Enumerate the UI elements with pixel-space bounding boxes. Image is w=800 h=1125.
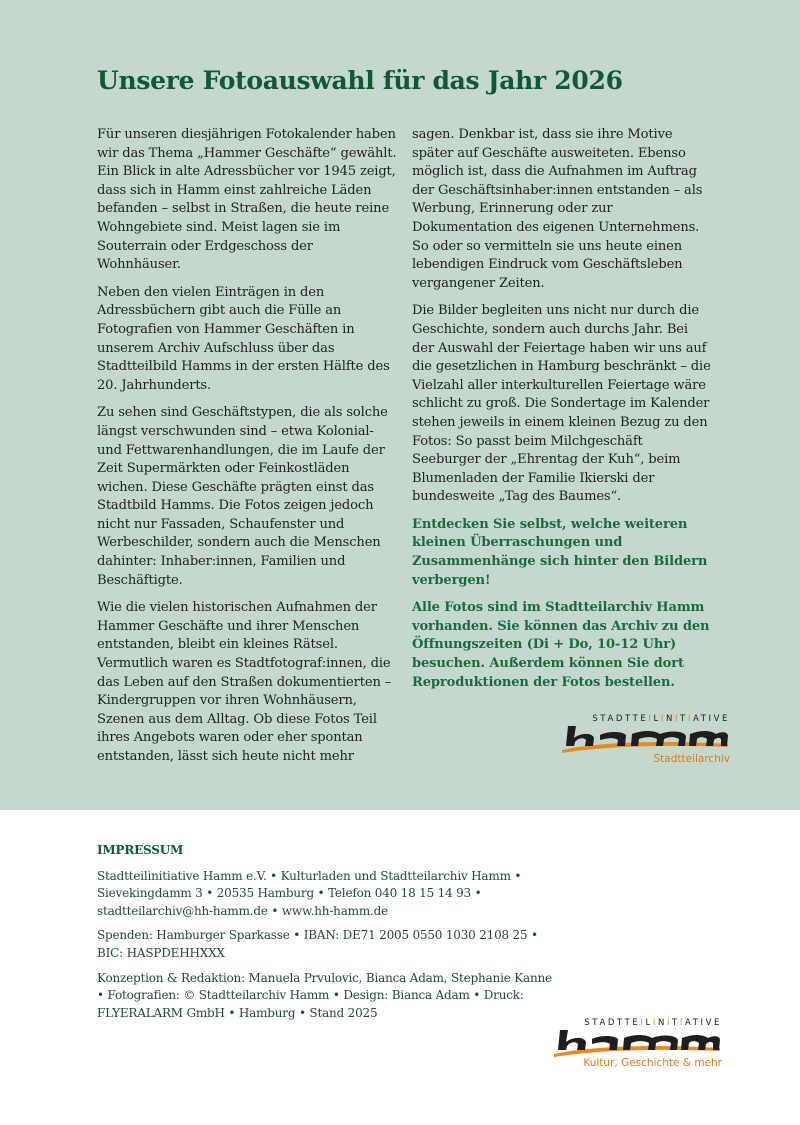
paragraph: sagen. Denkbar ist, dass sie ihre Motive später auf Geschäfte ausweiteten. Ebenso möglich ist, dass die Aufnahmen im Auftrag der Geschäftsinhaber:innen entstanden – als Werbung, Erinnerung oder zur Dokumentation des eigenen Unternehmens. So oder so vermitteln sie uns heute einen lebendigen Eindruck vom Geschäftsleben vergangener Zeiten. [412, 127, 703, 291]
hamm-wordmark-icon [560, 720, 730, 754]
paragraph: Zu sehen sind Geschäftstypen, die als solche längst verschwunden sind – etwa Kolonial- und Fettwarenhandlungen, die im Laufe der Zeit Supermärkten oder Feinkostläden wichen. Diese Geschäfte prägten einst das Stadtbild Hamms. Die Fotos zeigen jedoch nicht nur Fassaden, Schaufenster und Werbeschilder, sondern auch die Menschen dahinter: Inhaber:innen, Familien und Beschäftigte. [97, 405, 388, 588]
logo-lettering: STADTTEILINITIATIVE [592, 714, 730, 724]
stadtteilinitiative-logo [560, 714, 730, 766]
paragraph: Für unseren diesjährigen Fotokalender haben wir das Thema „Hammer Geschäfte“ gewählt. Ein Blick in alte Adressbücher vor 1945 zeigt, dass sich in Hamm einst zahlreiche Läden befanden – selbst in Straßen, die heute reine Wohngebiete sind. Meist lagen sie im Souterrain oder Erdgeschoss der Wohnhäuser. [97, 127, 397, 273]
impressum-line: Stadtteilinitiative Hamm e.V. • Kulturladen und Stadtteilarchiv Hamm • Sievekingdamm 3 • 20535 Hamburg • Telefon 040 18 15 14 93 • stadtteilarchiv@hh-hamm.de • www.hh-hamm.de [97, 868, 522, 918]
impressum-line: Spenden: Hamburger Sparkasse • IBAN: DE71 2005 0550 1030 2108 25 • BIC: HASPDEHHXXX [97, 928, 538, 960]
impressum [97, 842, 557, 1029]
highlight-paragraph: Alle Fotos sind im Stadtteilarchiv Hamm vorhanden. Sie können das Archiv zu den Öffnungszeiten (Di + Do, 10-12 Uhr) besuchen. Außerdem können Sie dort Reproduktionen der Fotos bestellen. [412, 600, 710, 690]
impressum-line: Konzeption & Redaktion: Manuela Prvulovic, Bianca Adam, Stephanie Kanne • Fotografien: © Stadtteilarchiv Hamm • Design: Bianca Adam • Druck: FLYERALARM GmbH • Hamburg • Stand 2025 [97, 970, 552, 1020]
paragraph: Neben den vielen Einträgen in den Adressbüchern gibt auch die Fülle an Fotografien von Hammer Geschäften in unserem Archiv Aufschluss über das Stadtteilbild Hamms in der ersten Hälfte des 20. Jahrhunderts. [97, 284, 390, 393]
paragraph: Die Bilder begleiten uns nicht nur durch die Geschichte, sondern auch durchs Jahr. Bei der Auswahl der Feiertage haben wir uns auf die gesetzlichen in Hamburg beschränkt – die Vielzahl aller interkulturellen Feiertage wäre schlicht zu groß. Die Sondertage im Kalender stehen jeweils in einem kleinen Bezug zu den Fotos: So passt beim Milchgeschäft Seeburger der „Ehrentag der Kuh“, beim Blumenladen der Familie Ikierski der bundesweite „Tag des Baumes“. [412, 303, 711, 505]
right-text-column [412, 126, 712, 701]
hamm-wordmark-icon [552, 1024, 722, 1058]
page-title: Unsere Fotoauswahl für das Jahr 2026 [97, 66, 623, 95]
impressum-heading: IMPRESSUM [97, 843, 184, 857]
logo-subtitle: Kultur, Geschichte & mehr [583, 1057, 722, 1069]
highlight-paragraph: Entdecken Sie selbst, welche weiteren kleinen Überraschungen und Zusammenhänge sich hinter den Bildern verbergen! [412, 516, 708, 588]
logo-subtitle: Stadtteilarchiv [653, 753, 730, 765]
left-text-column [97, 126, 397, 776]
stadtteilinitiative-logo-footer [552, 1018, 722, 1070]
paragraph: Wie die vielen historischen Aufnahmen der Hammer Geschäfte und ihrer Menschen entstanden, bleibt ein kleines Rätsel. Vermutlich waren es Stadtfotograf:innen, die das Leben auf den Straßen dokumentierten – Kindergruppen vor ihren Wohnhäusern, Szenen aus dem Alltag. Ob diese Fotos Teil ihres Angebots waren oder eher spontan entstanden, lässt sich heute nicht mehr [97, 600, 392, 764]
logo-lettering: STADTTEILINITIATIVE [584, 1018, 722, 1028]
